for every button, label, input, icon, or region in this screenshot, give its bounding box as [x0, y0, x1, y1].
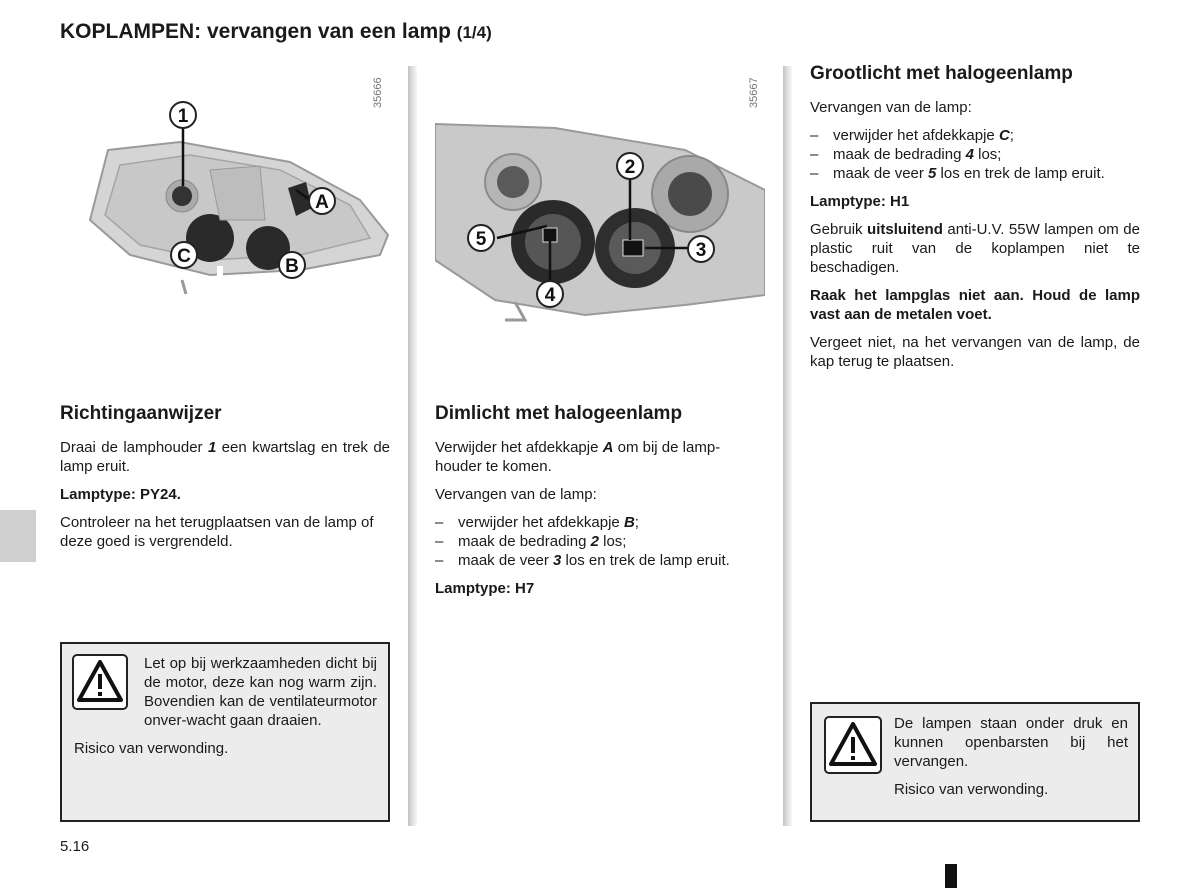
paragraph-warning-text: Raak het lampglas niet aan. Houd de lamp vast aan de metalen voet. — [810, 287, 1140, 323]
paragraph: Controleer na het terugplaatsen van de lamp of deze goed is vergrendeld. — [60, 514, 374, 550]
section-heading: Dimlicht met halogeenlamp — [435, 403, 683, 424]
list-item: – verwijder het afdekkapje B; — [435, 513, 765, 532]
warning-box-motor — [60, 642, 390, 822]
figure-headlamp-rear — [60, 70, 400, 310]
callout-3-label: 3 — [695, 240, 707, 261]
section-dipped-beam — [435, 402, 765, 607]
warning-risk: Risico van verwonding. — [894, 781, 1049, 798]
section-heading: Grootlicht met halogeenlamp — [810, 63, 1073, 84]
paragraph: Verwijder het afdekkapje A om bij de lamp-houder te komen. — [435, 439, 721, 475]
warning-box-pressure — [810, 702, 1140, 822]
callout-4-label: 4 — [544, 285, 556, 306]
page-number: 5.16 — [60, 838, 90, 855]
callout-2-label: 2 — [624, 157, 636, 178]
figure-number: 35666 — [372, 77, 384, 108]
paragraph: Vervangen van de lamp: — [810, 99, 972, 116]
list-item: – maak de bedrading 2 los; — [435, 532, 765, 551]
callout-5-label: 5 — [475, 229, 487, 250]
list-item: – maak de bedrading 4 los; — [810, 145, 1140, 164]
paragraph: Draai de lamphouder 1 een kwartslag en trek de lamp eruit. — [60, 439, 390, 475]
page-title-part: (1/4) — [456, 23, 492, 42]
figure-headlamp-closeup — [435, 120, 765, 335]
callout-A-label: A — [315, 192, 329, 213]
section-heading: Richtingaanwijzer — [60, 403, 222, 424]
paragraph: Gebruik uitsluitend anti-U.V. 55W lampen om de plastic ruit van de koplampen niet te beschadigen. — [810, 221, 1140, 276]
lamp-type: Lamptype: H7 — [435, 580, 535, 597]
page-title — [60, 20, 492, 44]
section-turn-signal — [60, 402, 390, 560]
column-divider — [783, 66, 792, 826]
page-marker — [945, 864, 957, 888]
warning-text-block — [74, 654, 377, 767]
list-item: – verwijder het afdekkapje C; — [810, 126, 1140, 145]
section-tab — [0, 510, 36, 562]
steps-list — [435, 513, 765, 570]
paragraph: Vervangen van de lamp: — [435, 486, 597, 503]
page-title-text: KOPLAMPEN: vervangen van een lamp — [60, 20, 451, 43]
steps-list — [810, 126, 1140, 183]
lamp-type: Lamptype: PY24. — [60, 486, 181, 503]
warning-text: De lampen staan onder druk en kunnen openbarsten bij het vervangen. — [894, 715, 1128, 770]
warning-risk: Risico van verwonding. — [74, 740, 229, 757]
lamp-type: Lamptype: H1 — [810, 193, 910, 210]
figure-number: 35667 — [748, 77, 760, 108]
list-item: – maak de veer 5 los en trek de lamp eruit. — [810, 164, 1140, 183]
paragraph: Vergeet niet, na het vervangen van de lamp, de kap terug te plaatsen. — [810, 334, 1140, 370]
warning-triangle-icon — [824, 716, 882, 774]
warning-text-block — [894, 714, 1128, 808]
section-main-beam — [810, 62, 1140, 380]
callout-1-label: 1 — [177, 106, 189, 127]
callout-C-label: C — [177, 246, 191, 267]
headlamp-illustration — [60, 70, 400, 310]
warning-text: Let op bij werkzaamheden dicht bij de motor, deze kan nog warm zijn. Bovendien kan de ventilateurmotor onver-wacht gaan draaien. — [144, 655, 377, 729]
headlamp-closeup-illustration — [435, 120, 765, 335]
column-divider — [408, 66, 417, 826]
callout-B-label: B — [285, 256, 299, 277]
list-item: – maak de veer 3 los en trek de lamp eruit. — [435, 551, 765, 570]
